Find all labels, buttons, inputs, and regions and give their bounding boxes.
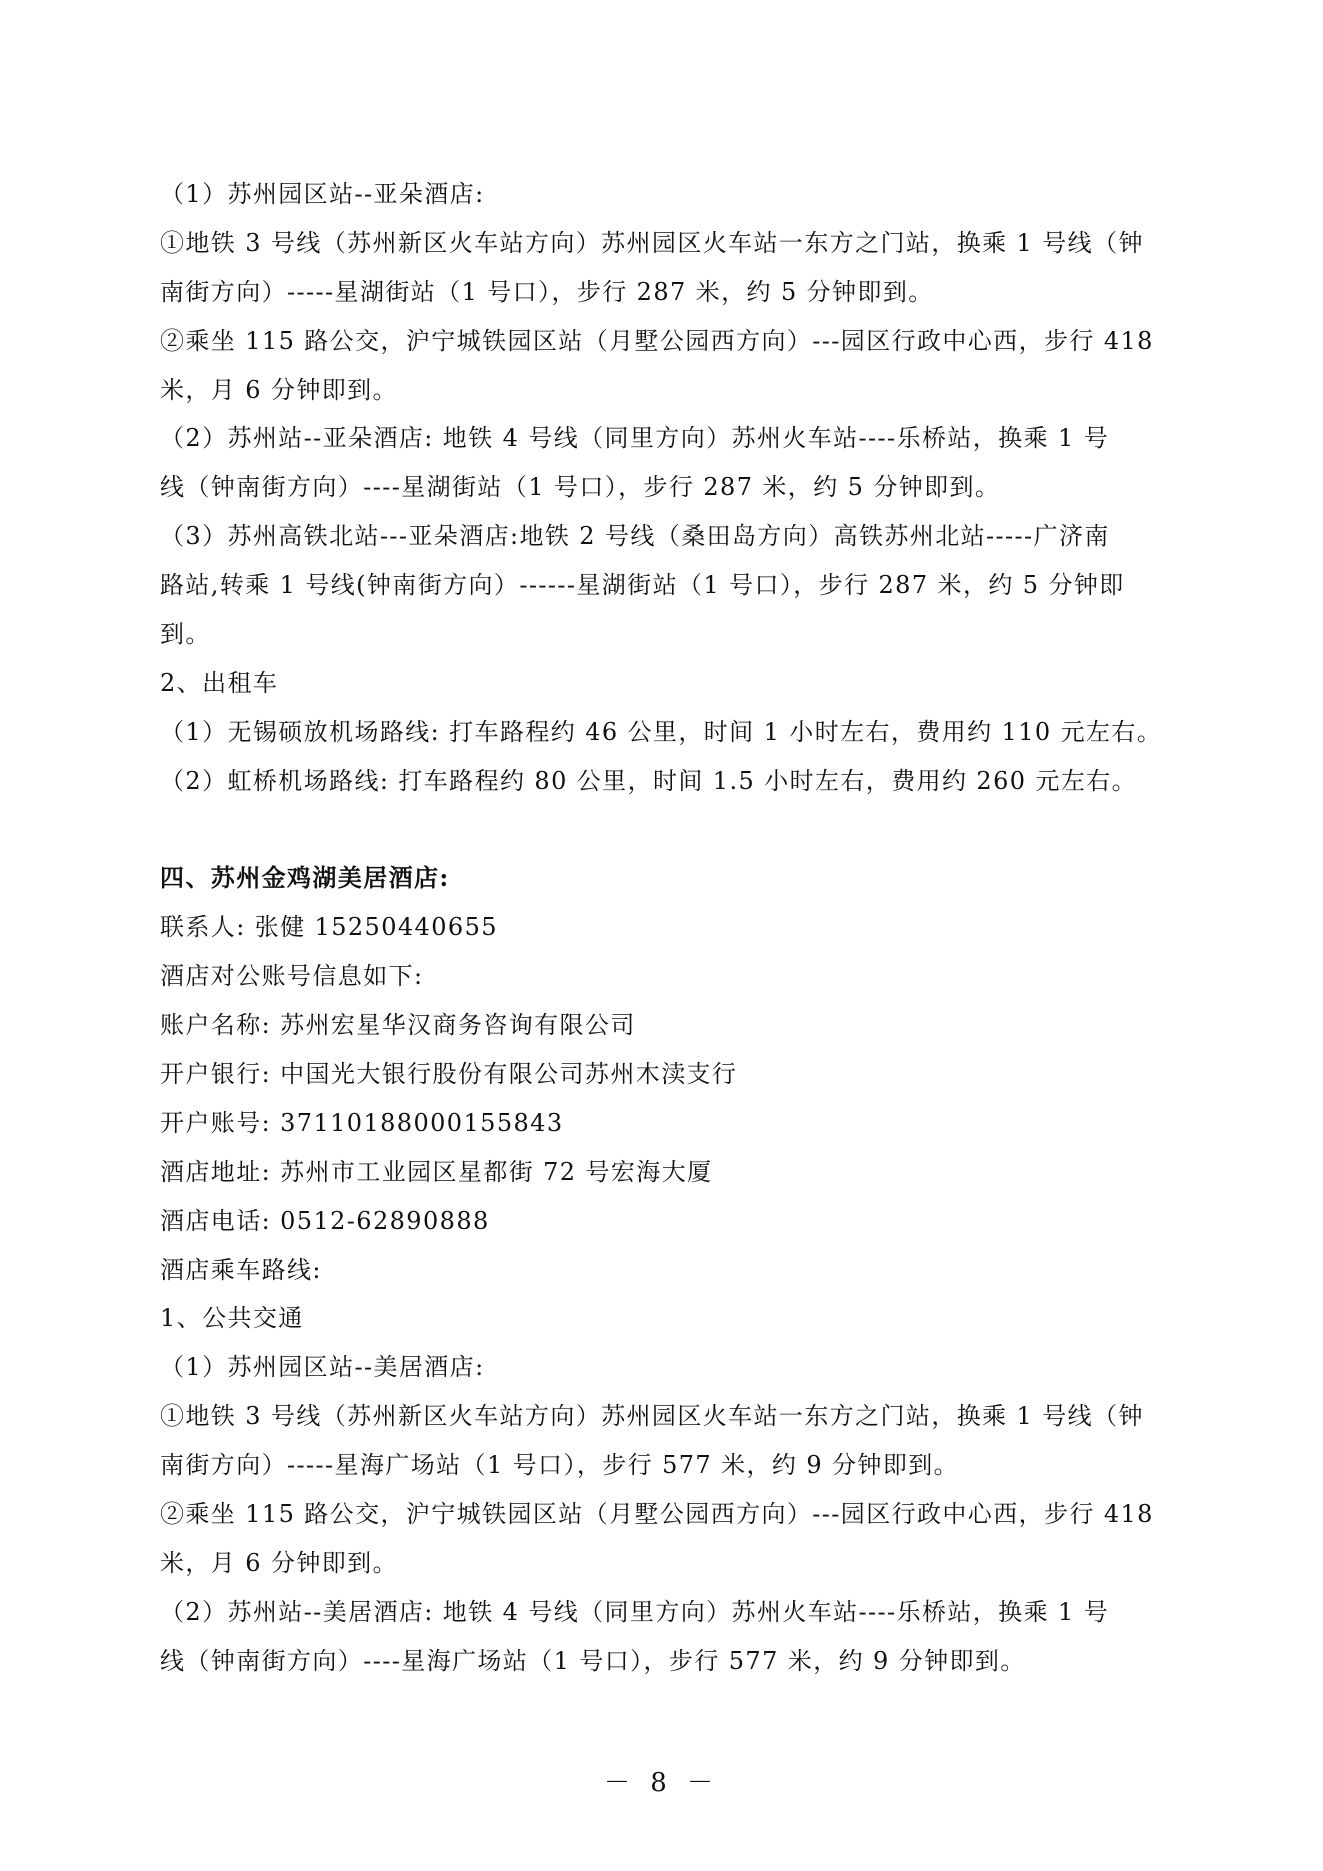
text-line: 路站,转乘 1 号线(钟南街方向）------星湖街站（1 号口），步行 287 米，约 5 分钟即: [160, 571, 1125, 600]
text-line: 酒店对公账号信息如下:: [160, 962, 424, 991]
text-line: （2）苏州站--亚朵酒店: 地铁 4 号线（同里方向）苏州火车站----乐桥站，换乘 1 号: [160, 424, 1110, 453]
text-line: （3）苏州高铁北站---亚朵酒店:地铁 2 号线（桑田岛方向）高铁苏州北站-----广济南: [160, 522, 1110, 551]
text-line: 线（钟南街方向）----星湖街站（1 号口），步行 287 米，约 5 分钟即到。: [160, 473, 1001, 502]
text-line: （2）苏州站--美居酒店: 地铁 4 号线（同里方向）苏州火车站----乐桥站，换乘 1 号: [160, 1597, 1110, 1626]
text-line: 2、出租车: [160, 668, 279, 697]
text-line: （1）无锡硕放机场路线: 打车路程约 46 公里，时间 1 小时左右，费用约 110 元左右。: [160, 717, 1163, 746]
section-heading: 四、苏州金鸡湖美居酒店:: [160, 863, 450, 893]
text-line: （2）虹桥机场路线: 打车路程约 80 公里，时间 1.5 小时左右，费用约 260 元左右。: [160, 766, 1138, 795]
text-line: 米，月 6 分钟即到。: [160, 375, 398, 404]
text-line: ①地铁 3 号线（苏州新区火车站方向）苏州园区火车站一东方之门站，换乘 1 号线（钟: [160, 1402, 1144, 1431]
document-body: [160, 170, 1170, 1686]
text-line: （1）苏州园区站--亚朵酒店:: [160, 180, 485, 208]
account-number-line: 开户账号: 37110188000155843: [160, 1108, 564, 1137]
text-line: ②乘坐 115 路公交，沪宁城铁园区站（月墅公园西方向）---园区行政中心西，步行 418: [160, 326, 1154, 355]
mercure-hotel-section: [160, 854, 1170, 1685]
atour-hotel-route-section: [160, 170, 1170, 806]
account-name-line: 账户名称: 苏州宏星华汉商务咨询有限公司: [160, 1011, 636, 1040]
text-line: 南街方向）-----星湖街站（1 号口），步行 287 米，约 5 分钟即到。: [160, 277, 934, 306]
text-line: 线（钟南街方向）----星海广场站（1 号口），步行 577 米，约 9 分钟即到。: [160, 1646, 1026, 1675]
phone-line: 酒店电话: 0512-62890888: [160, 1206, 490, 1235]
text-line: （1）苏州园区站--美居酒店:: [160, 1353, 485, 1382]
text-line: ①地铁 3 号线（苏州新区火车站方向）苏州园区火车站一东方之门站，换乘 1 号线（钟: [160, 228, 1144, 257]
bank-line: 开户银行: 中国光大银行股份有限公司苏州木渎支行: [160, 1060, 738, 1089]
text-line: ②乘坐 115 路公交，沪宁城铁园区站（月墅公园西方向）---园区行政中心西，步行 418: [160, 1500, 1154, 1529]
contact-line: 联系人: 张健 15250440655: [160, 913, 498, 942]
paragraph-gap: [160, 806, 1170, 855]
text-line: 1、公共交通: [160, 1304, 304, 1333]
address-line: 酒店地址: 苏州市工业园区星都街 72 号宏海大厦: [160, 1157, 713, 1186]
text-line: 南街方向）-----星海广场站（1 号口），步行 577 米，约 9 分钟即到。: [160, 1451, 960, 1480]
page-number: － 8 －: [603, 1768, 720, 1798]
text-line: 米，月 6 分钟即到。: [160, 1548, 398, 1577]
text-line: 酒店乘车路线:: [160, 1255, 322, 1284]
text-line: 到。: [160, 620, 211, 649]
